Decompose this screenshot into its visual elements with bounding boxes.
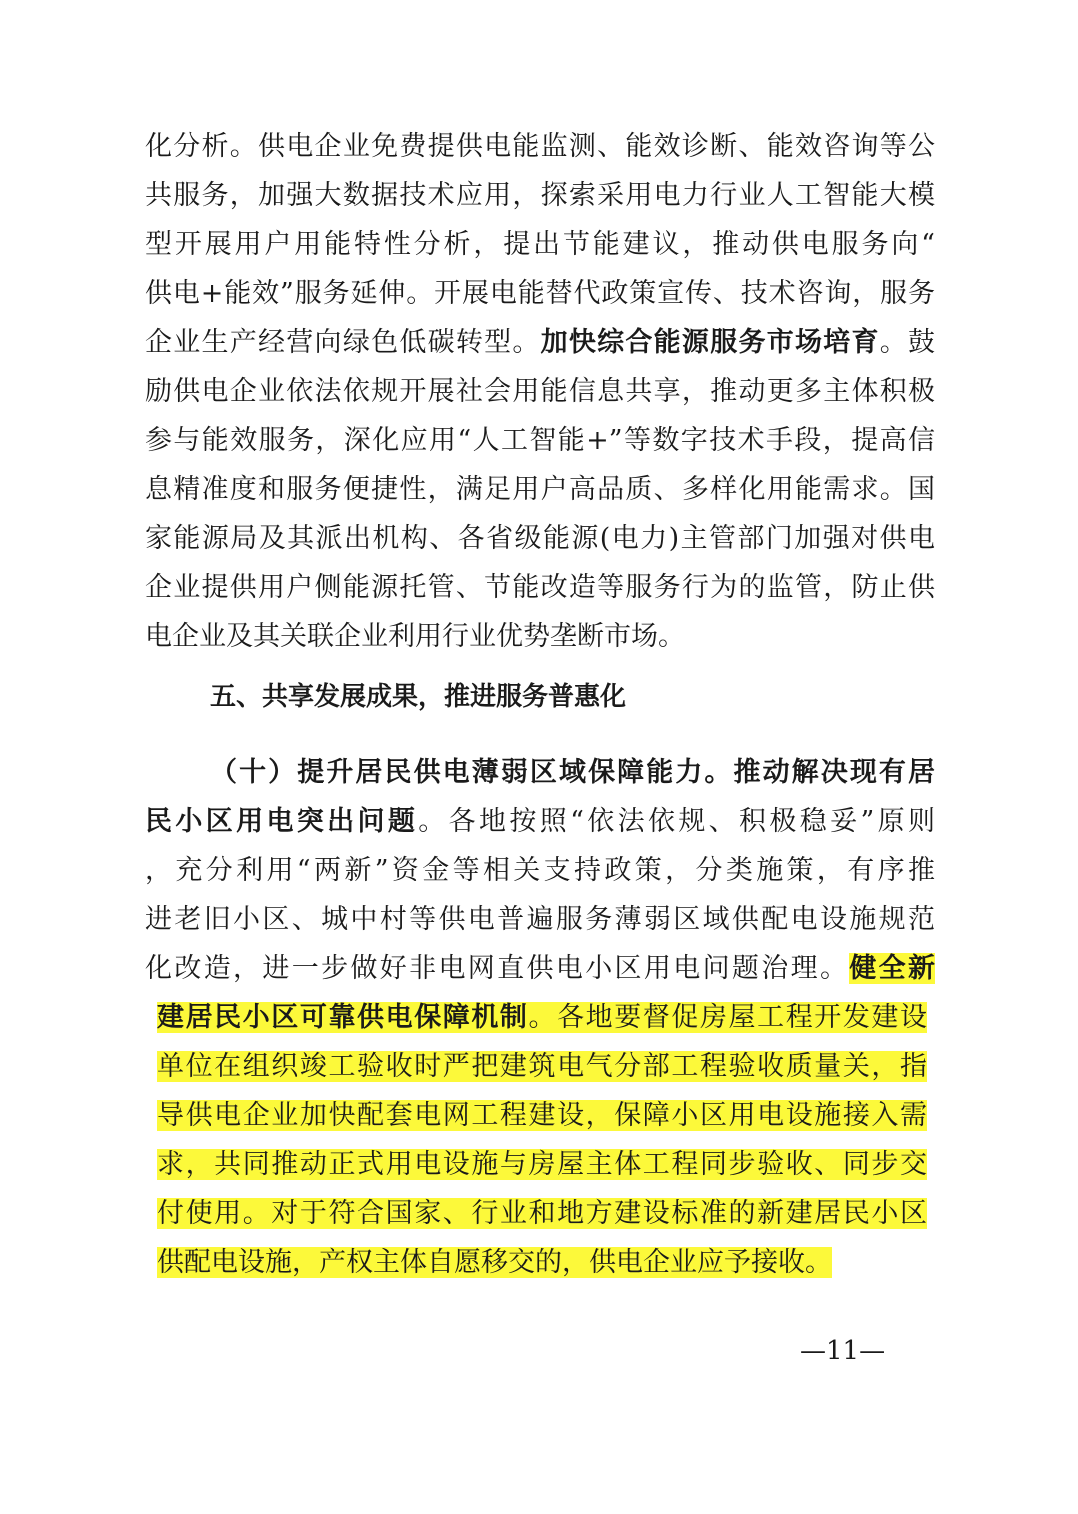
highlighted-line (157, 1246, 927, 1280)
highlighted-text: 付使用。对于符合国家、行业和地方建设标准的新建居民小区 (157, 1198, 927, 1229)
paragraph-text: 。鼓 (879, 327, 936, 358)
paragraph-line: 化分析。供电企业免费提供电能监测、能效诊断、能效咨询等公 (145, 131, 935, 162)
highlighted-line (157, 1001, 927, 1035)
highlighted-text: 。各地要督促房屋工程开发建设 (528, 1002, 927, 1033)
highlighted-text: 单位在组织竣工验收时严把建筑电气分部工程验收质量关，指 (157, 1051, 927, 1082)
highlighted-line (157, 1148, 927, 1182)
paragraph-line (145, 952, 935, 986)
highlighted-text: 供配电设施，产权主体自愿移交的，供电企业应予接收。 (157, 1247, 832, 1278)
bold-phrase: 民小区用电突出问题 (145, 806, 419, 837)
highlighted-text: 求，共同推动正式用电设施与房屋主体工程同步验收、同步交 (157, 1149, 927, 1180)
paragraph-line: 共服务，加强大数据技术应用，探索采用电力行业人工智能大模 (145, 180, 935, 211)
page-number: —11— (800, 1336, 886, 1366)
paragraph-line (145, 805, 935, 839)
paragraph-line (145, 326, 935, 360)
paragraph-text: 。各地按照“依法依规、积极稳妥”原则 (418, 806, 936, 837)
highlighted-bold-phrase: 健全新 (849, 953, 936, 984)
bold-phrase: 加快综合能源服务市场培育 (540, 327, 880, 358)
paragraph-line: ，充分利用“两新”资金等相关支持政策，分类施策，有序推 (145, 855, 935, 886)
paragraph-line: 型开展用户用能特性分析，提出节能建议，推动供电服务向“ (145, 229, 935, 260)
paragraph-line: 家能源局及其派出机构、各省级能源(电力)主管部门加强对供电 (145, 523, 935, 554)
highlighted-line (157, 1050, 927, 1084)
paragraph-line: 息精准度和服务便捷性，满足用户高品质、多样化用能需求。国 (145, 474, 935, 505)
paragraph-line: 参与能效服务，深化应用“人工智能+”等数字技术手段，提高信 (145, 425, 935, 456)
paragraph-text: 企业生产经营向绿色低碳转型。 (145, 327, 541, 358)
paragraph-line: 企业提供用户侧能源托管、节能改造等服务行为的监管，防止供 (145, 572, 935, 603)
paragraph-line: 进老旧小区、城中村等供电普遍服务薄弱区域供配电设施规范 (145, 904, 935, 935)
paragraph-line: 电企业及其关联企业利用行业优势垄断市场。 (145, 621, 685, 652)
section-heading: 五、共享发展成果，推进服务普惠化 (210, 682, 627, 712)
paragraph-line: （十）提升居民供电薄弱区域保障能力。推动解决现有居 (210, 757, 935, 788)
highlighted-bold-phrase: 建居民小区可靠供电保障机制 (157, 1002, 529, 1033)
paragraph-line: 供电+能效”服务延伸。开展电能替代政策宣传、技术咨询，服务 (145, 278, 935, 309)
highlighted-line (157, 1099, 927, 1133)
highlighted-text: 导供电企业加快配套电网工程建设，保障小区用电设施接入需 (157, 1100, 927, 1131)
highlighted-line (157, 1197, 927, 1231)
paragraph-text: 化改造，进一步做好非电网直供电小区用电问题治理。 (145, 953, 850, 984)
paragraph-line: 励供电企业依法依规开展社会用能信息共享，推动更多主体积极 (145, 376, 935, 407)
